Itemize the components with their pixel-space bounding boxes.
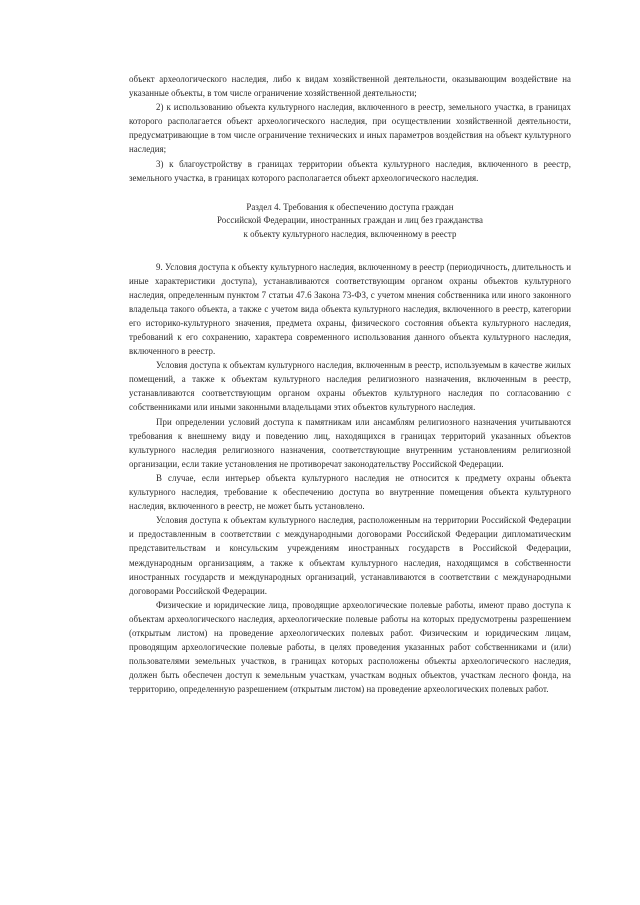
- list-item: 3) к благоустройству в границах территории объекта культурного наследия, включенного в реестр, земельного участка, в границах которого располагается объект археологического наследия.: [129, 158, 571, 183]
- section-heading-line: Раздел 4. Требования к обеспечению доступа граждан: [246, 201, 454, 212]
- body-paragraph: В случае, если интерьер объекта культурного наследия не относится к предмету охраны объекта культурного наследия, требование к обеспечению доступа во внутренние помещения объекта культурного наследия, включенного в реестр, не может быть установлено.: [129, 472, 571, 512]
- continuation-paragraph: объект археологического наследия, либо к видам хозяйственной деятельности, оказывающим воздействие на указанные объекты, в том числе ограничение хозяйственной деятельности;: [129, 74, 571, 99]
- section-heading-line: Российской Федерации, иностранных граждан и лиц без гражданства: [216, 215, 484, 226]
- section-heading-line: к объекту культурного наследия, включенному в реестр: [243, 228, 457, 239]
- section-heading: [129, 201, 571, 242]
- body-paragraph: Физические и юридические лица, проводящие археологические полевые работы, имеют право доступа к объектам археологического наследия, археологические полевые работы на которых предусмотрены разрешением (открытым листом) на проведение археологических полевых работ. Физическим и юридическим лицам, проводящим археологические полевые работы, в целях проведения указанных работ собственниками и (или) пользователями земельных участков, в границах которых расположены объекты археологического наследия, должен быть обеспечен доступ к земельным участкам, участкам водных объектов, участкам лесного фонда, на территорию, определенную разрешением (открытым листом) на проведение археологических полевых работ.: [129, 599, 571, 695]
- body-paragraph: При определении условий доступа к памятникам или ансамблям религиозного назначения учитываются требования к внешнему виду и поведению лиц, находящихся в границах территорий указанных объектов культурного наследия религиозного назначения, соответствующие внутренним установлениям религиозной организации, если такие установления не противоречат законодательству Российской Федерации.: [129, 416, 571, 469]
- document-body: [129, 72, 571, 696]
- body-paragraph: Условия доступа к объектам культурного наследия, включенным в реестр, используемым в качестве жилых помещений, а также к объектам культурного наследия религиозного назначения, включенным в реестр, устанавливаются соответствующим органом охраны объектов культурного наследия по согласованию с собственниками или иными законными владельцами этих объектов культурного наследия.: [129, 360, 571, 413]
- body-paragraph: Условия доступа к объектам культурного наследия, расположенным на территории Российской Федерации и предоставленным в соответствии с международными договорами Российской Федерации дипломатическим представительствам и консульским учреждениям иностранных государств в Российской Федерации, международным организациям, а также к объектам культурного наследия, находящимся в собственности иностранных государств и международных организаций, устанавливаются в соответствии с международными договорами Российской Федерации.: [129, 515, 571, 596]
- body-paragraph: 9. Условия доступа к объекту культурного наследия, включенному в реестр (периодичность, длительность и иные характеристики доступа), устанавливаются соответствующим органом охраны объектов культурного наследия, определенным пунктом 7 статьи 47.6 Закона 73-ФЗ, с учетом мнения собственника или иного законного владельца такого объекта, а также с учетом вида объекта культурного наследия, включенного в реестр, категории его историко-культурного значения, предмета охраны, физического состояния объекта культурного наследия, требований к его сохранению, характера современного использования данного объекта культурного наследия, включенного в реестр.: [129, 261, 571, 357]
- list-item: 2) к использованию объекта культурного наследия, включенного в реестр, земельного участка, в границах которого располагается объект археологического наследия, при осуществлении хозяйственной деятельности, предусматривающие в том числе ограничение технических и иных параметров воздействия на объект культурного наследия;: [129, 102, 571, 155]
